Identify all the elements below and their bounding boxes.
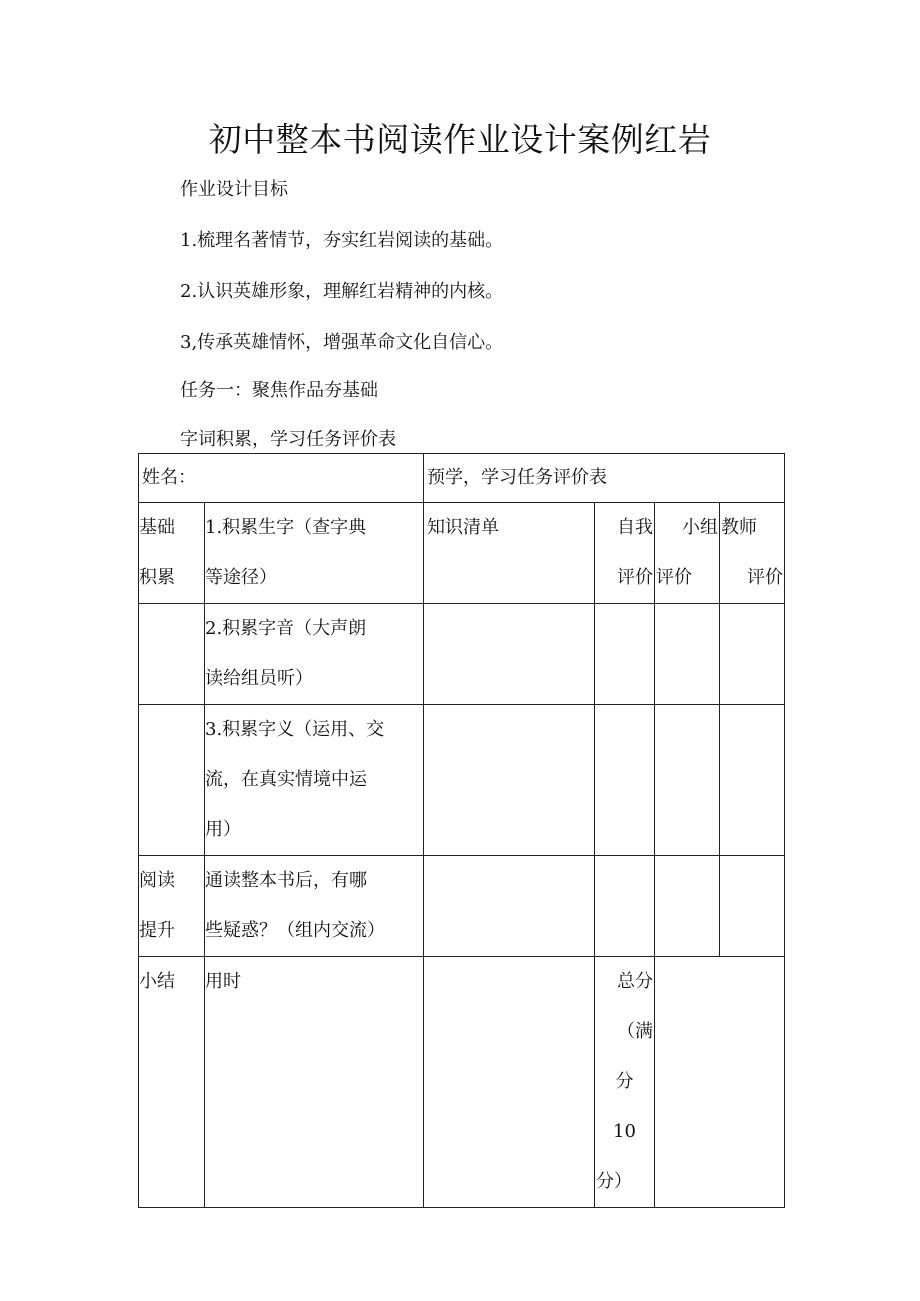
task-one-heading: 任务一：聚焦作品夯基础	[180, 380, 378, 401]
table-row	[139, 604, 785, 705]
total-score-cell	[595, 957, 655, 1208]
name-label: 姓名：	[139, 454, 424, 503]
time-used-cell: 用时	[205, 957, 424, 1208]
task-cell	[205, 503, 424, 604]
goal-item-2: 2.认识英雄形象，理解红岩精神的内核。	[180, 281, 504, 302]
teacher-eval-cell	[720, 856, 785, 957]
task-line: 2.积累字音（大声朗	[205, 618, 367, 639]
teacher-eval-cell	[720, 705, 785, 856]
header-line: 自我	[617, 517, 653, 538]
score-line: 总分	[617, 971, 653, 992]
evaluation-table-container	[138, 453, 784, 1192]
task-cell	[205, 604, 424, 705]
table-row-name	[139, 454, 785, 503]
knowledge-list-header: 知识清单	[424, 503, 595, 604]
category-line: 提升	[139, 920, 175, 941]
task-line: 3.积累字义（运用、交	[205, 719, 385, 740]
teacher-eval-header	[720, 503, 785, 604]
section-heading-goals: 作业设计目标	[180, 179, 288, 200]
table-row	[139, 957, 785, 1208]
score-line: 分	[615, 1071, 634, 1092]
task-cell	[205, 856, 424, 957]
self-eval-header	[595, 503, 655, 604]
task-line: 流，在真实情境中运	[205, 769, 367, 790]
task-line: 等途径）	[205, 567, 277, 588]
task-line: 用）	[205, 819, 241, 840]
table-row	[139, 503, 785, 604]
score-line: 10	[613, 1121, 636, 1142]
total-score-value-cell	[655, 957, 785, 1208]
header-line: 小组	[682, 517, 718, 538]
header-line: 教师	[721, 517, 757, 538]
score-line: 分）	[596, 1171, 632, 1192]
page-title: 初中整本书阅读作业设计案例红岩	[208, 120, 712, 159]
task-line: 读给组员听）	[205, 668, 313, 689]
header-line: 评价	[656, 567, 692, 588]
category-cell-reading	[139, 856, 205, 957]
category-line: 基础	[139, 517, 175, 538]
self-eval-cell	[595, 604, 655, 705]
header-line: 评价	[747, 567, 783, 588]
table-caption: 字词积累，学习任务评价表	[180, 429, 396, 450]
score-line: （满	[617, 1021, 653, 1042]
group-eval-cell	[655, 604, 720, 705]
category-line: 阅读	[139, 870, 175, 891]
group-eval-cell	[655, 705, 720, 856]
knowledge-cell	[424, 856, 595, 957]
category-cell-basic	[139, 503, 205, 604]
task-line: 通读整本书后，有哪	[205, 870, 367, 891]
time-value-cell	[424, 957, 595, 1208]
task-cell	[205, 705, 424, 856]
summary-category-cell: 小结	[139, 957, 205, 1208]
self-eval-cell	[595, 705, 655, 856]
table-row	[139, 705, 785, 856]
knowledge-cell	[424, 604, 595, 705]
table-header-title: 预学，学习任务评价表	[424, 454, 785, 503]
goal-item-1: 1.梳理名著情节，夯实红岩阅读的基础。	[180, 230, 504, 251]
knowledge-cell	[424, 705, 595, 856]
teacher-eval-cell	[720, 604, 785, 705]
group-eval-header	[655, 503, 720, 604]
category-line: 积累	[139, 567, 175, 588]
table-row	[139, 856, 785, 957]
category-cell-empty	[139, 705, 205, 856]
task-line: 些疑惑？（组内交流）	[205, 920, 385, 941]
self-eval-cell	[595, 856, 655, 957]
evaluation-table	[138, 453, 785, 1208]
category-cell-empty	[139, 604, 205, 705]
group-eval-cell	[655, 856, 720, 957]
goal-item-3: 3,传承英雄情怀，增强革命文化自信心。	[180, 332, 504, 353]
header-line: 评价	[617, 567, 653, 588]
task-line: 1.积累生字（查字典	[205, 517, 367, 538]
